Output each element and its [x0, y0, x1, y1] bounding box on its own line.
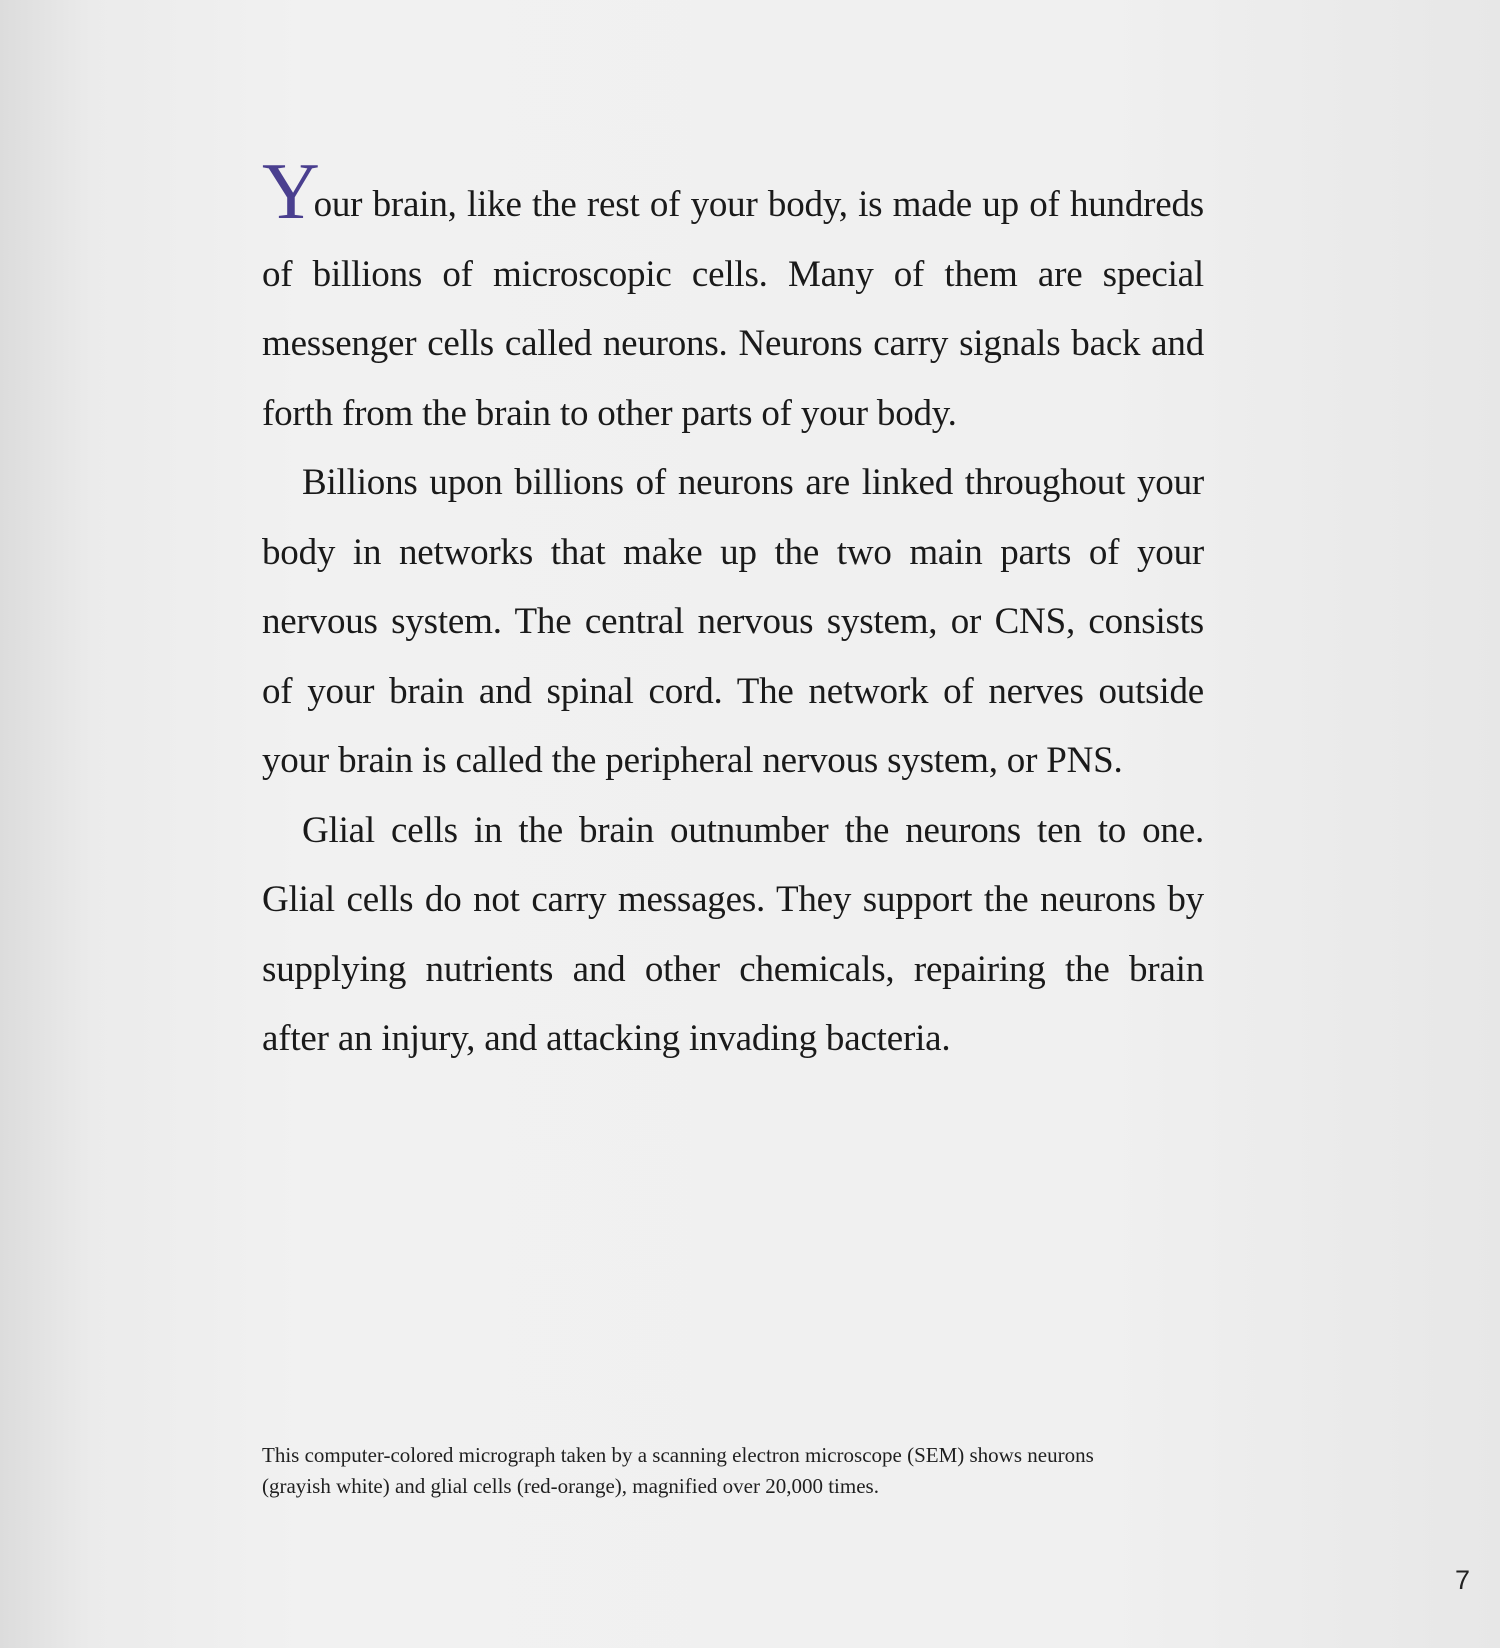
- page-number: 7: [1455, 1565, 1471, 1595]
- paragraph-1: [262, 148, 1204, 448]
- paragraph-2: Billions upon billions of neurons are linked throughout your body in networks that make up the two main parts of your nervous system. The central nervous system, or CNS, consists of your brain and spinal cord. The network of nerves outside your brain is called the peripheral nervous system, or PNS.: [262, 462, 1204, 781]
- photo-caption: This computer-colored micrograph taken by a scanning electron microscope (SEM) shows neurons (grayish white) and glial cells (red-orange), magnified over 20,000 times.: [262, 1443, 1094, 1498]
- paragraph-3: Glial cells in the brain outnumber the neurons ten to one. Glial cells do not carry messages. They support the neurons by supplying nutrients and other chemicals, repairing the brain after an injury, and attacking invading bacteria.: [262, 809, 1204, 1059]
- paragraph-1-text: our brain, like the rest of your body, is made up of hundreds of billions of microscopic cells. Many of them are special messenger cells called neurons. Neurons carry signals back and forth from the brain to other parts of your body.: [262, 184, 1204, 434]
- drop-cap: Y: [262, 148, 320, 236]
- body-text: [262, 148, 1204, 1074]
